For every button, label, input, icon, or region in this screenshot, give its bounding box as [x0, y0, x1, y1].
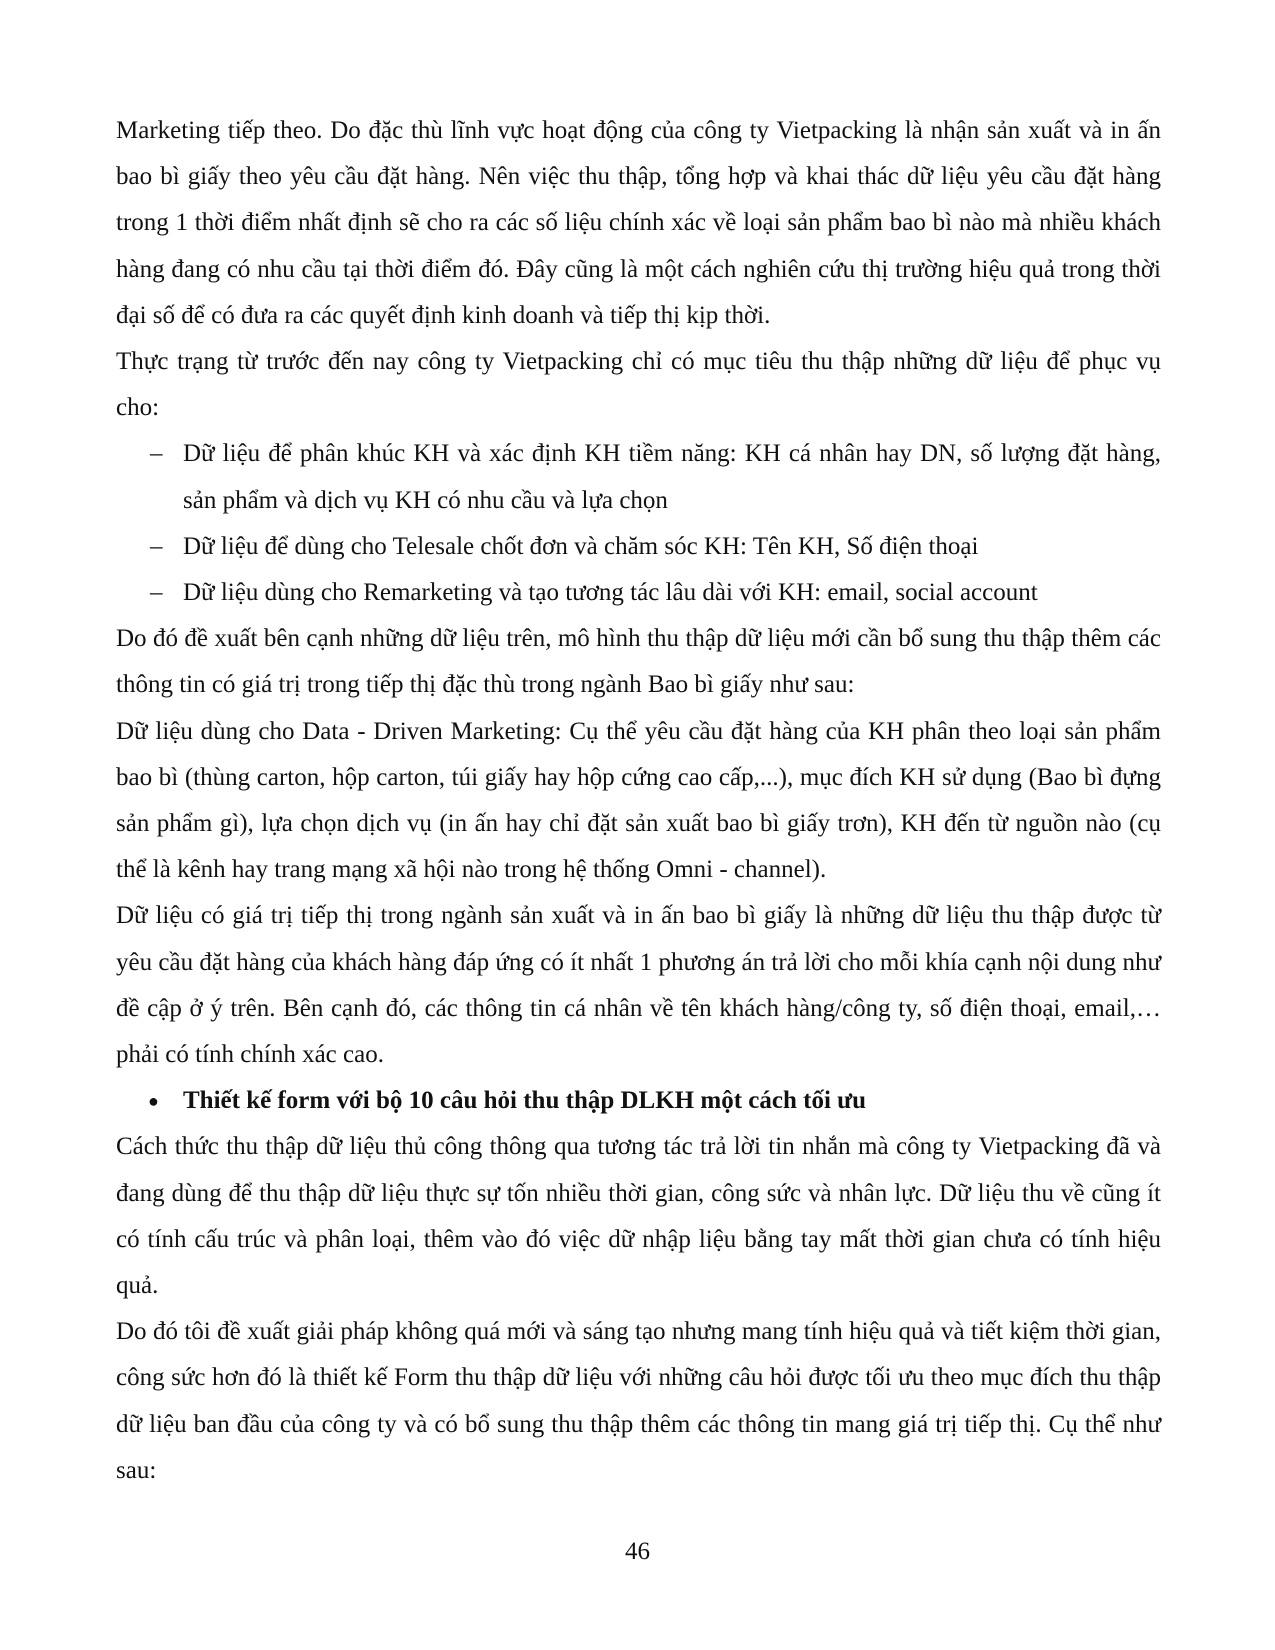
paragraph: Dữ liệu có giá trị tiếp thị trong ngành sản xuất và in ấn bao bì giấy là những dữ liệu thu thập được từ yêu cầu đặt hàng của khách hàng đáp ứng có ít nhất 1 phương án trả lời cho mỗi khía cạnh nội dung như đề cập ở ý trên. Bên cạnh đó, các thông tin cá nhân về tên khách hàng/công ty, số điện thoại, email,…phải có tính chính xác cao. — [116, 902, 1161, 1069]
list-item-text: Dữ liệu để phân khúc KH và xác định KH tiềm năng: KH cá nhân hay DN, số lượng đặt hàng, sản phẩm và dịch vụ KH có nhu cầu và lựa chọn — [183, 440, 1161, 514]
list-item — [116, 524, 1161, 570]
paragraph: Marketing tiếp theo. Do đặc thù lĩnh vực hoạt động của công ty Vietpacking là nhận sản xuất và in ấn bao bì giấy theo yêu cầu đặt hàng. Nên việc thu thập, tổng hợp và khai thác dữ liệu yêu cầu đặt hàng trong 1 thời điểm nhất định sẽ cho ra các số liệu chính xác về loại sản phẩm bao bì nào mà nhiều khách hàng đang có nhu cầu tại thời điểm đó. Đây cũng là một cách nghiên cứu thị trường hiệu quả trong thời đại số để có đưa ra các quyết định kinh doanh và tiếp thị kịp thời. — [116, 117, 1161, 329]
dash-list — [116, 431, 1161, 616]
section-heading — [116, 1078, 1161, 1124]
paragraph: Dữ liệu dùng cho Data - Driven Marketing: Cụ thể yêu cầu đặt hàng của KH phân theo loại sản phẩm bao bì (thùng carton, hộp carton, túi giấy hay hộp cứng cao cấp,...), mục đích KH sử dụng (Bao bì đựng sản phẩm gì), lựa chọn dịch vụ (in ấn hay chỉ đặt sản xuất bao bì giấy trơn), KH đến từ nguồn nào (cụ thể là kênh hay trang mạng xã hội nào trong hệ thống Omni - channel). — [116, 717, 1161, 884]
page-number: 46 — [625, 1538, 650, 1565]
paragraph: Do đó tôi đề xuất giải pháp không quá mới và sáng tạo nhưng mang tính hiệu quả và tiết kiệm thời gian, công sức hơn đó là thiết kế Form thu thập dữ liệu với những câu hỏi được tối ưu theo mục đích thu thập dữ liệu ban đầu của công ty và có bổ sung thu thập thêm các thông tin mang giá trị tiếp thị. Cụ thể như sau: — [116, 1318, 1161, 1484]
dash-marker: – — [150, 532, 163, 560]
paragraph: Do đó đề xuất bên cạnh những dữ liệu trên, mô hình thu thập dữ liệu mới cần bổ sung thu thập thêm các thông tin có giá trị trong tiếp thị đặc thù trong ngành Bao bì giấy như sau: — [116, 625, 1161, 699]
bullet-icon: ● — [148, 1091, 159, 1112]
dash-marker: – — [150, 440, 163, 468]
list-item-text: Dữ liệu dùng cho Remarketing và tạo tương tác lâu dài với KH: email, social account — [183, 579, 1038, 607]
dash-marker: – — [150, 579, 163, 607]
list-item — [116, 570, 1161, 616]
list-item-text: Dữ liệu để dùng cho Telesale chốt đơn và chăm sóc KH: Tên KH, Số điện thoại — [183, 532, 979, 560]
list-item — [116, 431, 1161, 523]
document-body — [116, 108, 1161, 1494]
paragraph: Cách thức thu thập dữ liệu thủ công thông qua tương tác trả lời tin nhắn mà công ty Vietpacking đã và đang dùng để thu thập dữ liệu thực sự tốn nhiều thời gian, công sức và nhân lực. Dữ liệu thu về cũng ít có tính cấu trúc và phân loại, thêm vào đó việc dữ nhập liệu bằng tay mất thời gian chưa có tính hiệu quả. — [116, 1133, 1161, 1300]
paragraph: Thực trạng từ trước đến nay công ty Vietpacking chỉ có mục tiêu thu thập những dữ liệu để phục vụ cho: — [116, 348, 1161, 422]
section-heading-text: Thiết kế form với bộ 10 câu hỏi thu thập DLKH một cách tối ưu — [183, 1087, 867, 1115]
